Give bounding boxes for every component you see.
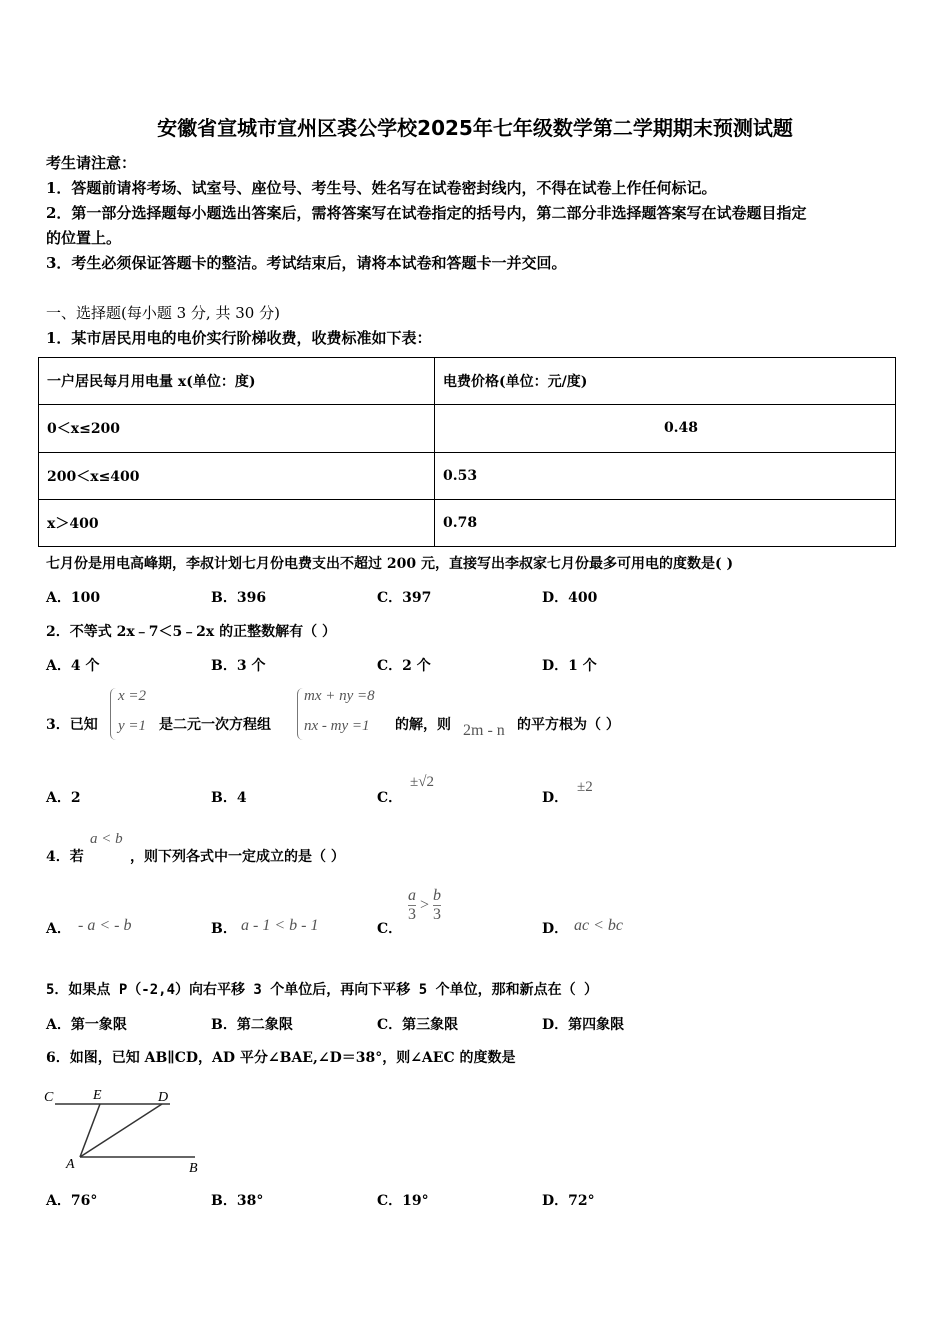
- table-cell: 0.78: [435, 499, 896, 546]
- q3-sys2-eq2: nx - my =1: [304, 718, 370, 734]
- q1-option-c[interactable]: C．397: [377, 590, 432, 606]
- label-d: D: [158, 1090, 169, 1105]
- table-row: [39, 452, 896, 499]
- label-b: B: [189, 1161, 198, 1176]
- label-e: E: [93, 1088, 102, 1103]
- table-cell: 0.48: [435, 405, 896, 452]
- table-header-cell: 一户居民每月用电量 x(单位：度): [39, 358, 435, 405]
- q4-option-d[interactable]: D．: [542, 921, 569, 937]
- q2-option-c[interactable]: C．2 个: [377, 658, 431, 674]
- table-cell: 0.53: [435, 452, 896, 499]
- table-cell: 200＜x≤400: [39, 452, 435, 499]
- q1-stem: 1．某市居民用电的电价实行阶梯收费，收费标准如下表：: [46, 329, 432, 347]
- q3-option-b[interactable]: B．4: [211, 790, 247, 806]
- frac-numerator: b: [433, 887, 442, 904]
- table-cell: x＞400: [39, 499, 435, 546]
- q2-stem: 2．不等式 2x﹣7＜5﹣2x 的正整数解有（ ）: [46, 624, 337, 640]
- table-row: [39, 405, 896, 452]
- geometry-figure: [40, 1082, 220, 1182]
- q5-option-a[interactable]: A．第一象限: [46, 1017, 127, 1033]
- q3-middle: 是二元一次方程组: [159, 717, 271, 733]
- notice-heading: 考生请注意：: [46, 154, 137, 172]
- q4-option-b-math: a - 1 < b - 1: [241, 917, 319, 934]
- frac-denominator: 3: [408, 906, 416, 923]
- notice-item-2-line-2: 的位置上。: [46, 229, 122, 247]
- q4-condition: a < b: [90, 831, 123, 847]
- q1-option-b[interactable]: B．396: [211, 590, 267, 606]
- q3-end: 的平方根为（ ）: [517, 717, 620, 733]
- q4-option-b[interactable]: B．: [211, 921, 237, 937]
- q3-sys1-eq1: x =2: [118, 688, 147, 704]
- brace-2: [297, 688, 304, 740]
- q4-option-c-math: [408, 887, 441, 924]
- page-title: 安徽省宣城市宣州区裘公学校2025年七年级数学第二学期期末预测试题: [157, 116, 793, 140]
- q2-option-b[interactable]: B．3 个: [211, 658, 266, 674]
- label-a: A: [66, 1157, 75, 1172]
- line-ae: [80, 1104, 100, 1157]
- line-ad: [80, 1104, 162, 1157]
- table-header-cell: 电费价格(单位：元/度): [435, 358, 896, 405]
- relation-symbol: >: [420, 896, 430, 914]
- table-header-row: [39, 358, 896, 405]
- q3-prefix: 3．已知: [46, 717, 98, 733]
- label-c: C: [44, 1090, 54, 1105]
- q3-option-d[interactable]: D．: [542, 790, 569, 806]
- q3-option-d-math: ±2: [577, 779, 593, 795]
- q2-option-d[interactable]: D．1 个: [542, 658, 597, 674]
- q1-option-d[interactable]: D．400: [542, 590, 598, 606]
- q4-option-a[interactable]: A．: [46, 921, 71, 937]
- q3-expr: 2m - n: [463, 722, 505, 739]
- q4-suffix: ，则下列各式中一定成立的是（ ）: [130, 849, 345, 865]
- q5-option-c[interactable]: C．第三象限: [377, 1017, 459, 1033]
- q6-stem: 6．如图，已知 AB∥CD，AD 平分∠BAE,∠D＝38°，则∠AEC 的度数是: [46, 1050, 516, 1066]
- section-heading: 一、选择题(每小题 3 分, 共 30 分): [46, 304, 280, 322]
- q6-option-d[interactable]: D．72°: [542, 1193, 595, 1209]
- q3-suffix: 的解，则: [395, 717, 451, 733]
- q5-stem: 5．如果点 P（-2,4）向右平移 3 个单位后，再向下平移 5 个单位，那和新点在（ ）: [46, 982, 599, 998]
- notice-item-2-line-1: 2．第一部分选择题每小题选出答案后，需将答案写在试卷指定的括号内，第二部分非选择题答案写在试卷题目指定: [46, 204, 807, 222]
- q1-question: 七月份是用电高峰期，李叔计划七月份电费支出不超过 200 元，直接写出李叔家七月份最多可用电的度数是( ): [46, 556, 734, 572]
- q3-option-c[interactable]: C．: [377, 790, 403, 806]
- q5-option-d[interactable]: D．第四象限: [542, 1017, 625, 1033]
- q6-option-a[interactable]: A．76°: [46, 1193, 98, 1209]
- q3-option-c-math: ±√2: [410, 774, 434, 790]
- frac-numerator: a: [408, 887, 416, 904]
- q6-option-c[interactable]: C．19°: [377, 1193, 429, 1209]
- q5-option-b[interactable]: B．第二象限: [211, 1017, 293, 1033]
- q4-option-a-math: - a < - b: [78, 917, 132, 934]
- notice-item-1: 1．答题前请将考场、试室号、座位号、考生号、姓名写在试卷密封线内，不得在试卷上作任何标记。: [46, 179, 717, 197]
- q3-sys1-eq2: y =1: [118, 718, 147, 734]
- price-table: [38, 357, 896, 547]
- q4-option-c[interactable]: C．: [377, 921, 403, 937]
- brace-1: [110, 688, 117, 740]
- table-row: [39, 499, 896, 546]
- q4-prefix: 4．若: [46, 849, 84, 865]
- q6-option-b[interactable]: B．38°: [211, 1193, 264, 1209]
- notice-item-3: 3．考生必须保证答题卡的整洁。考试结束后，请将本试卷和答题卡一并交回。: [46, 254, 567, 272]
- frac-denominator: 3: [433, 906, 442, 923]
- q1-option-a[interactable]: A．100: [46, 590, 101, 606]
- table-cell: 0＜x≤200: [39, 405, 435, 452]
- q3-option-a[interactable]: A．2: [46, 790, 81, 806]
- q4-option-d-math: ac < bc: [574, 917, 623, 934]
- q2-option-a[interactable]: A．4 个: [46, 658, 100, 674]
- q3-sys2-eq1: mx + ny =8: [304, 688, 375, 704]
